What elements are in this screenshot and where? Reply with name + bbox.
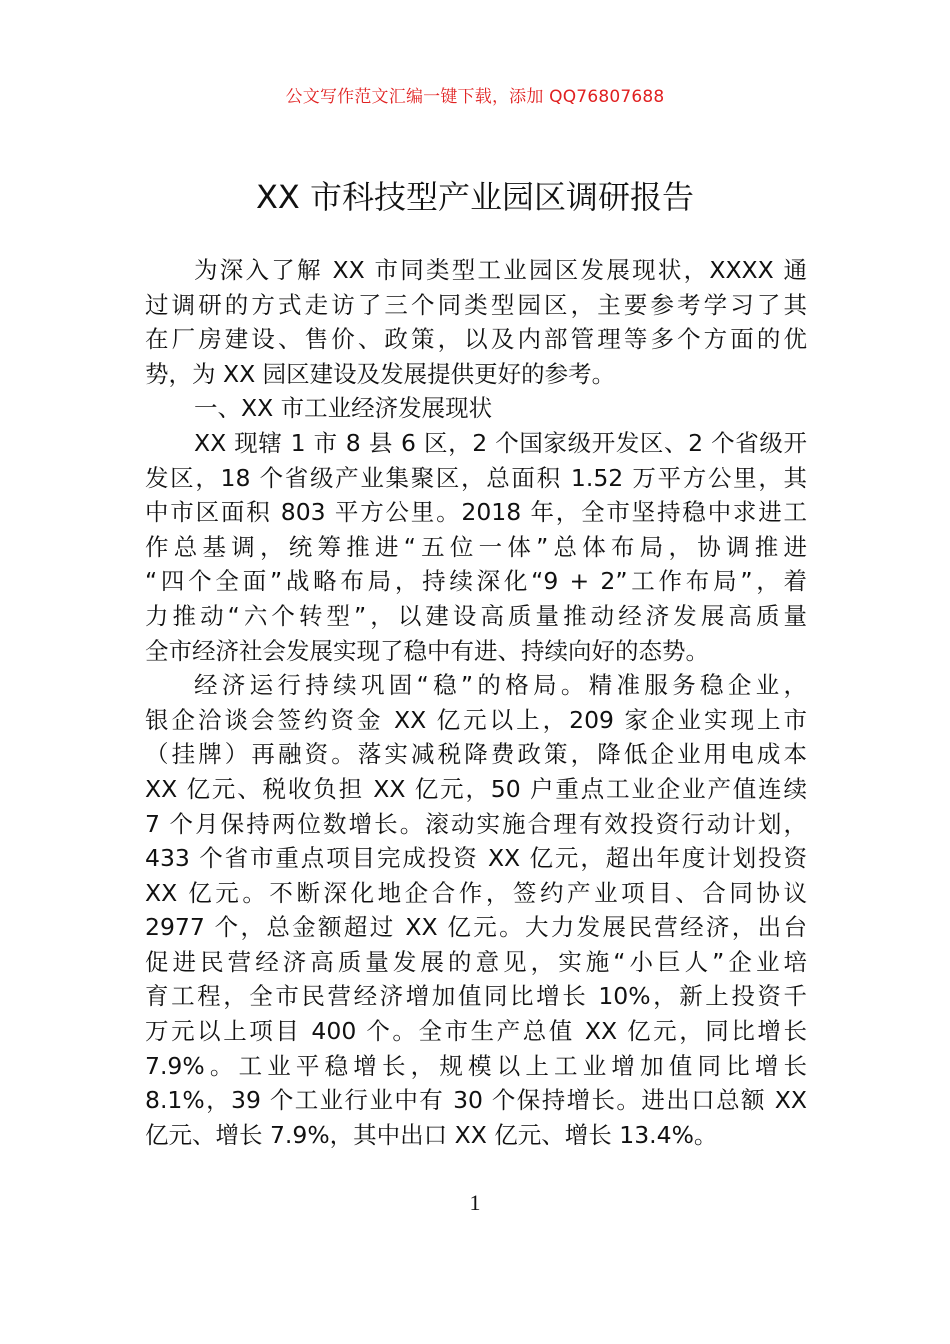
paragraph-economy [145,668,807,1152]
text-line: XX 亿元。不断深化地企合作，签约产业项目、合同协议 [145,878,807,907]
text-line: 8.1%，39 个工业行业中有 30 个保持增长。进出口总额 XX [145,1086,807,1115]
text-line: 2977 个，总金额超过 XX 亿元。大力发展民营经济，出台 [145,913,807,942]
text-line: 作总基调，统筹推进“五位一体”总体布局，协调推进 [145,532,807,561]
text-line: 经济运行持续巩固“稳”的格局。精准服务稳企业， [194,671,807,700]
text-line: 势，为 XX 园区建设及发展提供更好的参考。 [145,359,616,388]
text-line: （挂牌）再融资。落实减税降费政策，降低企业用电成本 [145,740,807,769]
text-line: 促进民营经济高质量发展的意见，实施“小巨人”企业培 [145,947,807,976]
text-line: 亿元、增长 7.9%，其中出口 XX 亿元、增长 13.4%。 [145,1120,718,1149]
text-line: 433 个省市重点项目完成投资 XX 亿元，超出年度计划投资 [145,844,807,873]
text-line: 在厂房建设、售价、政策，以及内部管理等多个方面的优 [145,325,807,354]
text-line: 中市区面积 803 平方公里。2018 年，全市坚持稳中求进工 [145,498,807,527]
text-line: 全市经济社会发展实现了稳中有进、持续向好的态势。 [145,636,709,665]
promo-header-text: 公文写作范文汇编一键下载，添加 QQ76807688 [285,87,665,107]
text-line: XX 现辖 1 市 8 县 6 区，2 个国家级开发区、2 个省级开 [194,428,807,457]
text-line: 7 个月保持两位数增长。滚动实施合理有效投资行动计划， [145,809,807,838]
paragraph-overview [145,426,807,668]
text-line: XX 亿元、税收负担 XX 亿元，50 户重点工业企业产值连续 [145,774,807,803]
document-body [145,253,807,1152]
paragraph-intro [145,253,807,391]
text-line: 发区，18 个省级产业集聚区，总面积 1.52 万平方公里，其 [145,463,807,492]
text-line: 为深入了解 XX 市同类型工业园区发展现状，XXXX 通 [194,256,807,284]
document-title: XX 市科技型产业园区调研报告 [255,178,695,216]
text-line: 育工程，全市民营经济增加值同比增长 10%，新上投资千 [145,982,807,1011]
text-line: “四个全面”战略布局，持续深化“9 + 2”工作布局”，着 [145,567,807,596]
section-heading-1 [145,391,807,426]
text-line: 7.9%。工业平稳增长，规模以上工业增加值同比增长 [145,1051,807,1080]
text-line: 过调研的方式走访了三个同类型园区，主要参考学习了其 [145,290,807,319]
text-line: 银企洽谈会签约资金 XX 亿元以上，209 家企业实现上市 [145,705,807,734]
page-number: 1 [469,1190,481,1215]
text-line: 万元以上项目 400 个。全市生产总值 XX 亿元，同比增长 [145,1017,807,1046]
text-line: 力推动“六个转型”，以建设高质量推动经济发展高质量 [145,601,807,630]
section-heading-text: 一、XX 市工业经济发展现状 [194,394,493,423]
